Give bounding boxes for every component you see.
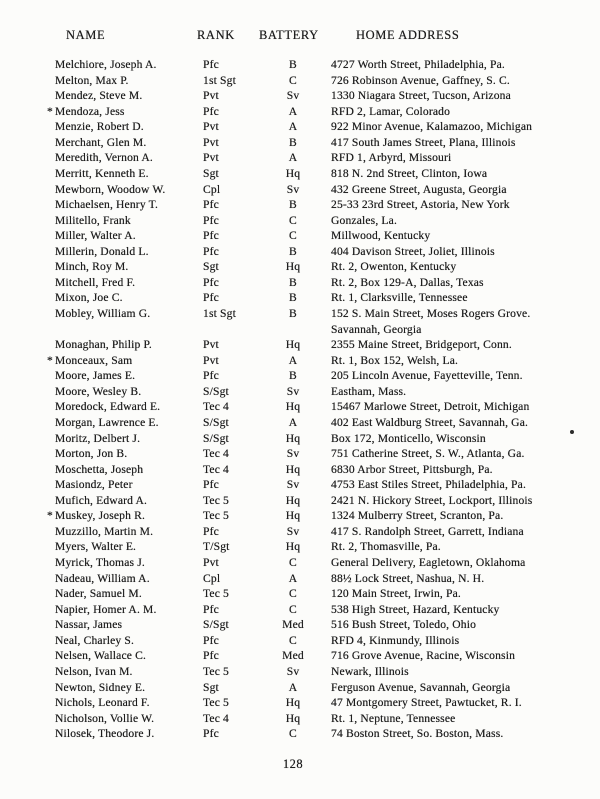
- address-line: 1324 Mulberry Street, Scranton, Pa.: [331, 509, 504, 523]
- table-row: [0, 726, 600, 742]
- address-line: Ferguson Avenue, Savannah, Georgia: [331, 680, 511, 694]
- rank-cell: Tec 5: [203, 509, 230, 523]
- rank-cell: Pvt: [203, 120, 219, 134]
- battery-cell: Hq: [285, 493, 301, 507]
- address-cell: [331, 664, 594, 680]
- rank-cell: Tec 4: [203, 462, 230, 476]
- address-line: 516 Bush Street, Toledo, Ohio: [331, 618, 477, 632]
- address-line: Box 172, Monticello, Wisconsin: [331, 431, 486, 445]
- address-line: 538 High Street, Hazard, Kentucky: [331, 602, 500, 616]
- address-cell: [331, 726, 594, 742]
- table-row: [0, 213, 600, 229]
- table-row: [0, 306, 600, 337]
- address-line: 922 Minor Avenue, Kalamazoo, Michigan: [331, 120, 533, 134]
- address-line: Rt. 1, Neptune, Tennessee: [331, 711, 456, 725]
- rank-cell: Pvt: [203, 338, 219, 352]
- rank-cell: Pvt: [203, 556, 219, 569]
- name-cell: Nader, Samuel M.: [55, 587, 142, 601]
- table-row: [0, 182, 600, 198]
- table-row: [0, 711, 600, 727]
- address-cell: [331, 135, 594, 151]
- address-cell: [331, 259, 594, 275]
- battery-cell: Hq: [285, 338, 301, 352]
- rank-cell: Sgt: [203, 680, 219, 694]
- name-cell: Nilosek, Theodore J.: [55, 727, 155, 741]
- address-cell: [331, 648, 594, 664]
- address-line: Rt. 2, Owenton, Kentucky: [331, 260, 457, 274]
- battery-cell: Sv: [286, 384, 300, 398]
- table-row: [0, 446, 600, 462]
- battery-cell: Hq: [285, 400, 301, 414]
- address-cell: [331, 384, 594, 400]
- address-cell: [331, 695, 594, 711]
- battery-cell: A: [288, 120, 298, 134]
- battery-cell: B: [289, 58, 297, 71]
- name-cell: Moschetta, Joseph: [55, 462, 144, 476]
- rank-cell: Pfc: [203, 213, 219, 227]
- battery-cell: C: [289, 213, 297, 227]
- name-cell: Mobley, William G.: [55, 307, 151, 320]
- battery-cell: Hq: [285, 696, 301, 710]
- name-cell: Mufich, Edward A.: [55, 493, 148, 507]
- battery-cell: Sv: [286, 447, 300, 461]
- address-cell: [331, 431, 594, 447]
- address-line: RFD 4, Kinmundy, Illinois: [331, 633, 460, 647]
- name-cell: Merchant, Glen M.: [55, 135, 147, 149]
- asterisk-marker: *: [47, 104, 53, 118]
- rank-cell: Tec 5: [203, 587, 230, 601]
- table-row: [0, 493, 600, 509]
- name-cell: Nassar, James: [55, 618, 123, 632]
- table-row: [0, 119, 600, 135]
- page-number: 128: [282, 757, 304, 771]
- name-cell: Menzie, Robert D.: [55, 120, 144, 134]
- address-cell: [331, 508, 594, 524]
- address-cell: [331, 571, 594, 587]
- asterisk-marker: *: [47, 509, 53, 523]
- address-cell: [331, 244, 594, 260]
- table-row: [0, 539, 600, 555]
- table-row: [0, 415, 600, 431]
- table-row: [0, 135, 600, 151]
- address-line: 1330 Niagara Street, Tucson, Arizona: [331, 89, 511, 103]
- address-cell: [331, 104, 594, 120]
- name-cell: Nadeau, William A.: [55, 571, 150, 585]
- address-line: RFD 1, Arbyrd, Missouri: [331, 151, 452, 165]
- address-cell: [331, 166, 594, 182]
- table-row: [0, 73, 600, 89]
- rank-cell: Pfc: [203, 649, 219, 663]
- table-row: [0, 571, 600, 587]
- address-cell: [331, 353, 594, 369]
- rank-cell: S/Sgt: [203, 384, 229, 398]
- address-cell: [331, 446, 594, 462]
- name-cell: Neal, Charley S.: [55, 633, 135, 647]
- battery-cell: Sv: [286, 182, 300, 196]
- address-line: General Delivery, Eagletown, Oklahoma: [331, 556, 526, 569]
- rank-cell: Sgt: [203, 166, 219, 180]
- rank-cell: Cpl: [203, 571, 221, 585]
- name-cell: Masiondz, Peter: [55, 478, 133, 492]
- address-cell: [331, 119, 594, 135]
- name-cell: Minch, Roy M.: [55, 260, 129, 274]
- rank-cell: Sgt: [203, 260, 219, 274]
- address-cell: [331, 555, 594, 571]
- table-row: [0, 166, 600, 182]
- asterisk-marker: *: [47, 353, 53, 367]
- address-cell: [331, 462, 594, 478]
- battery-cell: Med: [282, 649, 304, 663]
- address-line: 432 Greene Street, Augusta, Georgia: [331, 182, 507, 196]
- battery-cell: B: [289, 369, 297, 383]
- address-line: 47 Montgomery Street, Pawtucket, R. I.: [331, 696, 522, 710]
- name-cell: Militello, Frank: [55, 213, 131, 227]
- table-row: [0, 462, 600, 478]
- rank-cell: S/Sgt: [203, 618, 229, 632]
- battery-cell: Hq: [285, 260, 301, 274]
- address-cell: [331, 57, 594, 73]
- name-cell: Muzzillo, Martin M.: [55, 524, 154, 538]
- battery-cell: A: [288, 415, 298, 429]
- address-line: 25-33 23rd Street, Astoria, New York: [331, 198, 510, 212]
- table-row: [0, 244, 600, 260]
- name-cell: Mewborn, Woodow W.: [55, 182, 166, 196]
- table-row: [0, 695, 600, 711]
- address-cell: [331, 602, 594, 618]
- address-line: Rt. 2, Box 129-A, Dallas, Texas: [331, 275, 484, 289]
- column-header-name: NAME: [66, 28, 106, 42]
- battery-cell: Med: [282, 618, 304, 632]
- address-cell: [331, 182, 594, 198]
- address-cell: [331, 197, 594, 213]
- battery-cell: Sv: [286, 524, 300, 538]
- rank-cell: S/Sgt: [203, 431, 229, 445]
- rank-cell: Pvt: [203, 135, 219, 149]
- address-cell: [331, 415, 594, 431]
- table-row: [0, 290, 600, 306]
- name-cell: Muskey, Joseph R.: [55, 509, 146, 523]
- name-cell: Moritz, Delbert J.: [55, 431, 141, 445]
- name-cell: Moore, Wesley B.: [55, 384, 142, 398]
- table-row: [0, 602, 600, 618]
- table-row: [0, 88, 600, 104]
- name-cell: Nelson, Ivan M.: [55, 664, 133, 678]
- table-row: [0, 275, 600, 291]
- name-cell: Monaghan, Philip P.: [55, 338, 152, 352]
- address-cell: [331, 88, 594, 104]
- battery-cell: Hq: [285, 509, 301, 523]
- rank-cell: Tec 4: [203, 400, 230, 414]
- table-row: [0, 228, 600, 244]
- battery-cell: C: [289, 727, 297, 741]
- address-cell: [331, 213, 594, 229]
- name-cell: Morton, Jon B.: [55, 447, 128, 461]
- battery-cell: A: [288, 680, 298, 694]
- rank-cell: Pfc: [203, 291, 219, 305]
- address-line: 6830 Arbor Street, Pittsburgh, Pa.: [331, 462, 493, 476]
- rank-cell: Pfc: [203, 275, 219, 289]
- table-row: [0, 524, 600, 540]
- address-cell: [331, 290, 594, 306]
- address-line: 4753 East Stiles Street, Philadelphia, Pa.: [331, 478, 526, 492]
- address-line: 716 Grove Avenue, Racine, Wisconsin: [331, 649, 516, 663]
- table-row: [0, 384, 600, 400]
- address-line: 417 S. Randolph Street, Garrett, Indiana: [331, 524, 524, 538]
- rank-cell: Tec 5: [203, 664, 230, 678]
- address-line: Rt. 2, Thomasville, Pa.: [331, 540, 441, 554]
- address-line: Millwood, Kentucky: [331, 229, 431, 243]
- battery-cell: C: [289, 73, 297, 87]
- address-line-2: Savannah, Georgia: [331, 322, 422, 336]
- battery-cell: Sv: [286, 89, 300, 103]
- table-row: [0, 259, 600, 275]
- name-cell: Mitchell, Fred F.: [55, 275, 136, 289]
- address-cell: [331, 275, 594, 291]
- rank-cell: Pfc: [203, 478, 219, 492]
- table-row: [0, 664, 600, 680]
- address-cell: [331, 306, 594, 337]
- address-line: 15467 Marlowe Street, Detroit, Michigan: [331, 400, 530, 414]
- name-cell: Merritt, Kenneth E.: [55, 166, 149, 180]
- rank-cell: 1st Sgt: [203, 307, 236, 320]
- battery-cell: C: [289, 229, 297, 243]
- rank-cell: Pfc: [203, 198, 219, 212]
- address-line: 726 Robinson Avenue, Gaffney, S. C.: [331, 73, 510, 87]
- rank-cell: Pvt: [203, 151, 219, 165]
- address-line: 120 Main Street, Irwin, Pa.: [331, 587, 461, 601]
- name-cell: Millerin, Donald L.: [55, 244, 149, 258]
- rank-cell: T/Sgt: [203, 540, 230, 554]
- rank-cell: Pvt: [203, 353, 219, 367]
- address-line: RFD 2, Lamar, Colorado: [331, 104, 451, 118]
- table-row: [0, 617, 600, 633]
- table-row: [0, 337, 600, 353]
- battery-cell: B: [289, 135, 297, 149]
- rank-cell: S/Sgt: [203, 415, 229, 429]
- address-cell: [331, 680, 594, 696]
- rank-cell: Tec 4: [203, 447, 230, 461]
- address-line: 74 Boston Street, So. Boston, Mass.: [331, 727, 504, 741]
- battery-cell: Hq: [285, 711, 301, 725]
- battery-cell: C: [289, 587, 297, 601]
- address-cell: [331, 617, 594, 633]
- address-cell: [331, 539, 594, 555]
- name-cell: Meredith, Vernon A.: [55, 151, 153, 165]
- battery-cell: Hq: [285, 462, 301, 476]
- name-cell: Moredock, Edward E.: [55, 400, 161, 414]
- battery-cell: C: [289, 633, 297, 647]
- address-line: 2355 Maine Street, Bridgeport, Conn.: [331, 338, 512, 352]
- battery-cell: C: [289, 602, 297, 616]
- rank-cell: Tec 4: [203, 711, 230, 725]
- address-line: 818 N. 2nd Street, Clinton, Iowa: [331, 166, 488, 180]
- battery-cell: B: [289, 275, 297, 289]
- column-header-home-address: HOME ADDRESS: [356, 28, 460, 42]
- name-cell: Myrick, Thomas J.: [55, 556, 145, 569]
- table-row: [0, 353, 600, 369]
- name-cell: Miller, Walter A.: [55, 229, 136, 243]
- name-cell: Nicholson, Vollie W.: [55, 711, 155, 725]
- address-cell: [331, 399, 594, 415]
- address-line: Gonzales, La.: [331, 213, 398, 227]
- battery-cell: A: [288, 353, 298, 367]
- table-row: [0, 633, 600, 649]
- address-cell: [331, 73, 594, 89]
- address-cell: [331, 493, 594, 509]
- name-cell: Melchiore, Joseph A.: [55, 58, 157, 71]
- table-row: [0, 150, 600, 166]
- column-header-rank: RANK: [197, 28, 235, 42]
- rank-cell: Cpl: [203, 182, 221, 196]
- roster-table: [0, 57, 600, 742]
- address-line: 402 East Waldburg Street, Savannah, Ga.: [331, 415, 529, 429]
- battery-cell: Hq: [285, 431, 301, 445]
- battery-cell: A: [288, 104, 298, 118]
- column-header-battery: BATTERY: [259, 28, 319, 42]
- name-cell: Morgan, Lawrence E.: [55, 415, 159, 429]
- table-row: [0, 399, 600, 415]
- table-row: [0, 368, 600, 384]
- battery-cell: B: [289, 291, 297, 305]
- rank-cell: Pfc: [203, 727, 219, 741]
- battery-cell: Sv: [286, 664, 300, 678]
- address-cell: [331, 150, 594, 166]
- rank-cell: 1st Sgt: [203, 73, 236, 87]
- address-line: 2421 N. Hickory Street, Lockport, Illinois: [331, 493, 533, 507]
- table-row: [0, 197, 600, 213]
- address-line: 88½ Lock Street, Nashua, N. H.: [331, 571, 485, 585]
- table-row: [0, 477, 600, 493]
- name-cell: Nelsen, Wallace C.: [55, 649, 147, 663]
- address-line: Rt. 1, Clarksville, Tennessee: [331, 291, 468, 305]
- name-cell: Michaelsen, Henry T.: [55, 198, 159, 212]
- address-cell: [331, 524, 594, 540]
- address-line: 205 Lincoln Avenue, Fayetteville, Tenn.: [331, 369, 523, 383]
- battery-cell: Hq: [285, 166, 301, 180]
- address-cell: [331, 477, 594, 493]
- name-cell: Moore, James E.: [55, 369, 136, 383]
- table-row: [0, 104, 600, 120]
- table-row: [0, 508, 600, 524]
- battery-cell: Sv: [286, 478, 300, 492]
- name-cell: Mixon, Joe C.: [55, 291, 123, 305]
- name-cell: Myers, Walter E.: [55, 540, 137, 554]
- address-line: 751 Catherine Street, S. W., Atlanta, Ga.: [331, 447, 525, 461]
- rank-cell: Pvt: [203, 89, 219, 103]
- address-cell: [331, 368, 594, 384]
- battery-cell: A: [288, 151, 298, 165]
- rank-cell: Pfc: [203, 244, 219, 258]
- name-cell: Napier, Homer A. M.: [55, 602, 157, 616]
- battery-cell: A: [288, 571, 298, 585]
- table-row: [0, 57, 600, 73]
- table-row: [0, 648, 600, 664]
- rank-cell: Pfc: [203, 104, 219, 118]
- battery-cell: C: [289, 556, 297, 569]
- table-row: [0, 431, 600, 447]
- address-line: 417 South James Street, Plana, Illinois: [331, 135, 516, 149]
- address-cell: [331, 228, 594, 244]
- battery-cell: B: [289, 198, 297, 212]
- address-cell: [331, 586, 594, 602]
- battery-cell: B: [289, 307, 297, 320]
- table-row: [0, 680, 600, 696]
- address-line: Rt. 1, Box 152, Welsh, La.: [331, 353, 459, 367]
- table-row: [0, 555, 600, 571]
- battery-cell: B: [289, 244, 297, 258]
- address-cell: [331, 711, 594, 727]
- name-cell: Mendez, Steve M.: [55, 89, 143, 103]
- name-cell: Melton, Max P.: [55, 73, 129, 87]
- scan-artifact-dot: [570, 430, 574, 434]
- address-line: 404 Davison Street, Joliet, Illinois: [331, 244, 495, 258]
- rank-cell: Pfc: [203, 633, 219, 647]
- rank-cell: Pfc: [203, 524, 219, 538]
- battery-cell: Hq: [285, 540, 301, 554]
- rank-cell: Tec 5: [203, 696, 230, 710]
- rank-cell: Pfc: [203, 602, 219, 616]
- table-row: [0, 586, 600, 602]
- rank-cell: Pfc: [203, 58, 219, 71]
- rank-cell: Tec 5: [203, 493, 230, 507]
- address-line: Eastham, Mass.: [331, 384, 407, 398]
- name-cell: Monceaux, Sam: [55, 353, 133, 367]
- address-line: 4727 Worth Street, Philadelphia, Pa.: [331, 58, 505, 71]
- rank-cell: Pfc: [203, 369, 219, 383]
- address-line: Newark, Illinois: [331, 664, 409, 678]
- name-cell: Mendoza, Jess: [55, 104, 125, 118]
- address-line: 152 S. Main Street, Moses Rogers Grove.: [331, 307, 531, 320]
- rank-cell: Pfc: [203, 229, 219, 243]
- name-cell: Nichols, Leonard F.: [55, 696, 150, 710]
- address-cell: [331, 633, 594, 649]
- address-cell: [331, 337, 594, 353]
- name-cell: Newton, Sidney E.: [55, 680, 146, 694]
